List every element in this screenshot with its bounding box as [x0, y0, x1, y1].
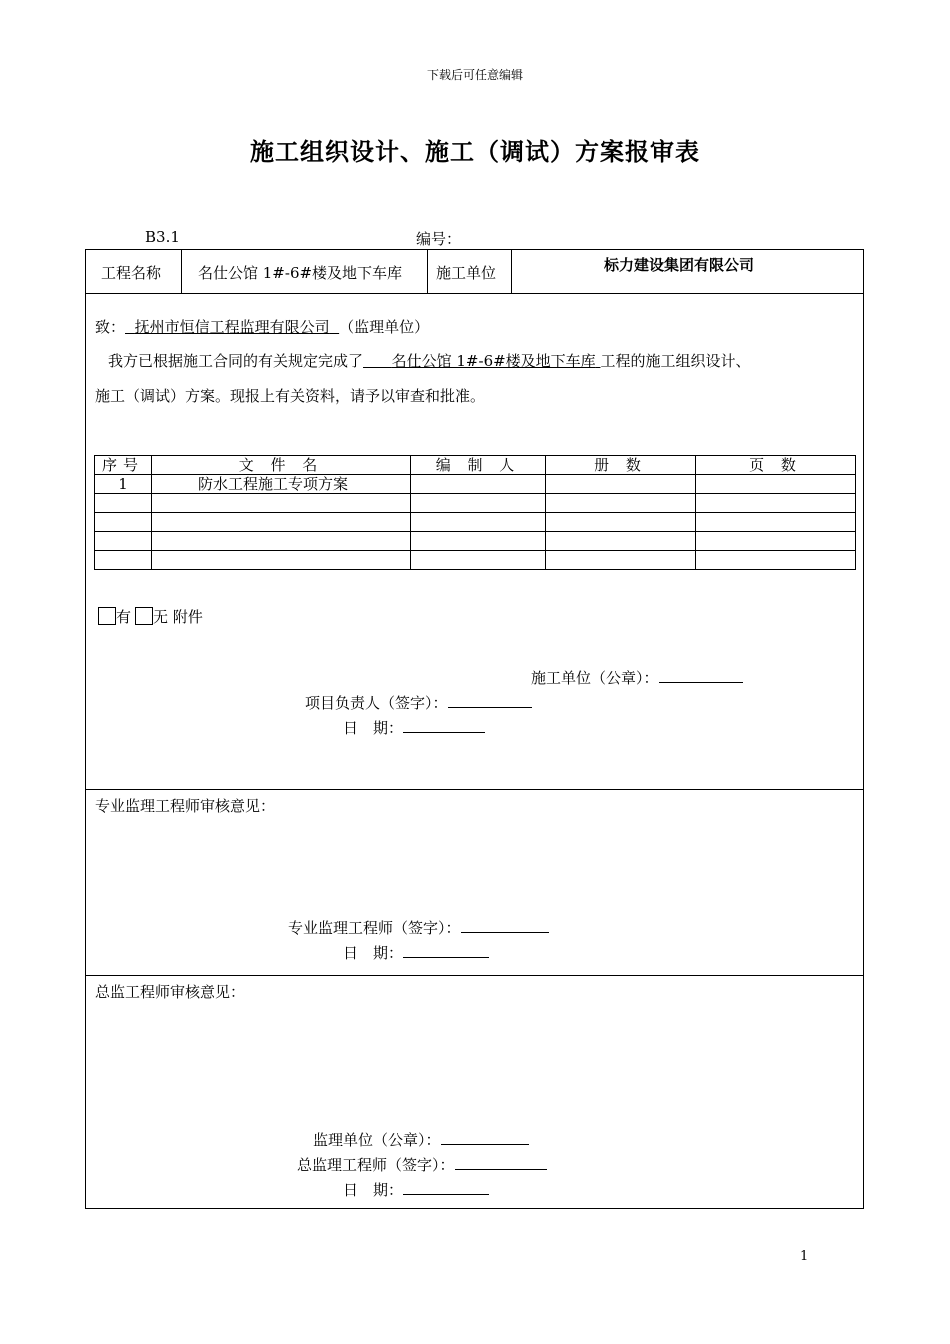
engineer-date-label: 日 期：	[343, 944, 404, 962]
serial-number-label: 编号：	[416, 230, 462, 248]
cell-serial	[95, 494, 152, 513]
statement-project-name: 名仕公馆 1#-6#楼及地下车库	[391, 352, 596, 370]
statement-line-1	[108, 350, 750, 371]
cell-serial	[95, 513, 152, 532]
page-number: 1	[800, 1249, 809, 1264]
statement-prefix: 我方已根据施工合同的有关规定完成了	[108, 352, 364, 370]
project-name-value: 名仕公馆 1#-6#楼及地下车库	[198, 264, 403, 282]
cell-author	[411, 475, 546, 494]
cell-serial	[95, 551, 152, 570]
cell-file-name	[152, 551, 411, 570]
chief-review-heading: 总监工程师审核意见：	[95, 983, 246, 1001]
cell-author	[411, 494, 546, 513]
cell-pages	[696, 551, 856, 570]
header-serial: 序号	[95, 456, 152, 475]
cell-file-name	[152, 532, 411, 551]
chief-date-blank[interactable]	[403, 1180, 489, 1195]
header-note: 下载后可任意编辑	[426, 68, 523, 82]
header-author: 编 制 人	[411, 456, 546, 475]
cell-author	[411, 513, 546, 532]
divider-col-1	[181, 249, 182, 294]
cell-serial: 1	[95, 475, 152, 494]
cell-volumes	[546, 475, 696, 494]
header-pages: 页 数	[696, 456, 856, 475]
supervisor-seal-line	[313, 1129, 529, 1150]
table-row	[95, 551, 856, 570]
supervisor-unit: 抚州市恒信工程监理有限公司	[134, 318, 330, 336]
attachment-yes-checkbox[interactable]	[98, 607, 116, 625]
cell-file-name	[152, 513, 411, 532]
project-manager-blank[interactable]	[448, 693, 532, 708]
cell-author	[411, 532, 546, 551]
engineer-date-blank[interactable]	[403, 943, 489, 958]
documents-table	[94, 455, 856, 570]
supervisor-seal-blank[interactable]	[441, 1130, 529, 1145]
contractor-date-label: 日 期：	[343, 719, 404, 737]
cell-author	[411, 551, 546, 570]
engineer-review-heading: 专业监理工程师审核意见：	[95, 797, 276, 815]
statement-line-2: 施工（调试）方案。现报上有关资料，请予以审查和批准。	[95, 387, 486, 405]
table-row	[95, 532, 856, 551]
form-code: B3.1	[145, 228, 180, 246]
header-file-name: 文 件 名	[152, 456, 411, 475]
header-volumes: 册 数	[546, 456, 696, 475]
contractor-seal-line	[531, 667, 743, 688]
documents-table-header	[95, 456, 856, 475]
supervisor-seal-label: 监理单位（公章）：	[313, 1131, 441, 1149]
cell-pages	[696, 494, 856, 513]
supervisor-suffix: （监理单位）	[339, 318, 430, 336]
cell-pages	[696, 513, 856, 532]
divider-col-3	[511, 249, 512, 294]
attachment-suffix: 附件	[172, 608, 203, 626]
chief-sign-blank[interactable]	[455, 1155, 547, 1170]
project-name-label: 工程名称	[101, 264, 162, 282]
table-row	[95, 494, 856, 513]
divider-engineer-section	[85, 789, 864, 790]
cell-pages	[696, 532, 856, 551]
engineer-sign-label: 专业监理工程师（签字）：	[288, 919, 461, 937]
engineer-date-line	[343, 942, 489, 963]
cell-file-name	[152, 494, 411, 513]
engineer-sign-blank[interactable]	[461, 918, 549, 933]
table-row	[95, 475, 856, 494]
chief-sign-line	[297, 1154, 547, 1175]
contractor-seal-blank[interactable]	[659, 668, 743, 683]
divider-col-2	[427, 249, 428, 294]
contractor-label: 施工单位	[436, 264, 497, 282]
contractor-date-blank[interactable]	[403, 718, 485, 733]
addressee-prefix: 致：	[95, 318, 126, 336]
contractor-seal-label: 施工单位（公章）：	[531, 669, 659, 687]
cell-volumes	[546, 513, 696, 532]
page-title: 施工组织设计、施工（调试）方案报审表	[250, 137, 700, 166]
chief-sign-label: 总监理工程师（签字）：	[297, 1156, 455, 1174]
cell-pages	[696, 475, 856, 494]
statement-suffix: 工程的施工组织设计、	[600, 352, 751, 370]
attachment-line	[98, 606, 203, 627]
attachment-yes-label: 有	[116, 608, 132, 626]
attachment-no-checkbox[interactable]	[135, 607, 153, 625]
project-manager-label: 项目负责人（签字）：	[305, 694, 448, 712]
cell-volumes	[546, 494, 696, 513]
chief-date-label: 日 期：	[343, 1181, 404, 1199]
engineer-sign-line	[288, 917, 549, 938]
table-row	[95, 513, 856, 532]
project-manager-line	[305, 692, 532, 713]
addressee-line	[95, 316, 429, 337]
chief-date-line	[343, 1179, 489, 1200]
cell-file-name: 防水工程施工专项方案	[152, 475, 411, 494]
cell-volumes	[546, 551, 696, 570]
contractor-date-line	[343, 717, 485, 738]
divider-info-row	[85, 293, 864, 294]
cell-volumes	[546, 532, 696, 551]
divider-chief-section	[85, 975, 864, 976]
cell-serial	[95, 532, 152, 551]
contractor-value: 标力建设集团有限公司	[604, 256, 755, 274]
attachment-no-label: 无	[153, 608, 169, 626]
